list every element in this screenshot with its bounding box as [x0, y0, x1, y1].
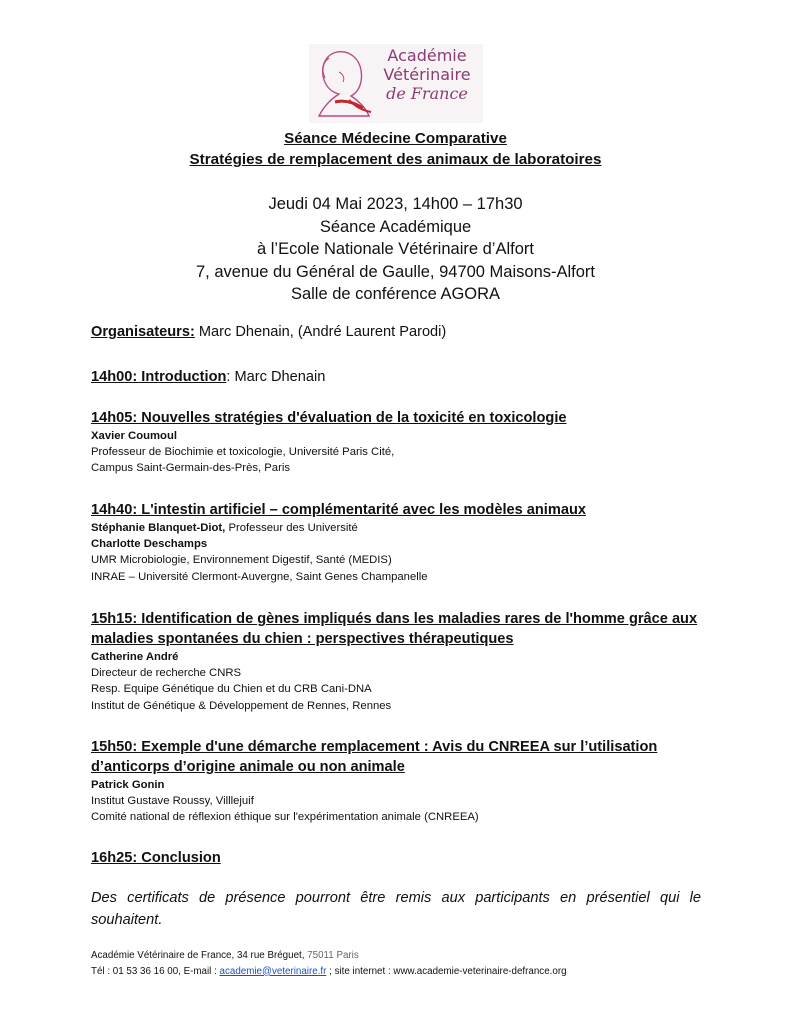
- talk-4-title-line2: d’anticorps d’origine animale ou non animale: [91, 759, 405, 775]
- talk-4-speaker: Patrick Gonin: [91, 779, 165, 791]
- talk-4: [91, 737, 701, 826]
- talk-1-affiliation-2: Campus Saint-Germain-des-Près, Paris: [91, 462, 291, 475]
- session-subtitle: Stratégies de remplacement des animaux de laboratoires: [189, 151, 602, 168]
- footer-website: ; site internet : www.academie-veterinaire-defrance.org: [326, 965, 567, 977]
- footer-email-link[interactable]: academie@veterinaire.fr: [219, 965, 327, 977]
- talk-4-affiliation-2: Comité national de réflexion éthique sur l'expérimentation animale (CNREEA): [91, 811, 479, 824]
- logo-line1: Académie: [387, 46, 467, 65]
- attendance-note: Des certificats de présence pourront être remis aux participants en présentiel qui le souhaitent.: [91, 890, 701, 928]
- venue-room: Salle de conférence AGORA: [290, 285, 501, 303]
- venue-place: à l’Ecole Nationale Vétérinaire d’Alfort: [257, 240, 534, 258]
- venue-block: [0, 193, 791, 306]
- organisers-value: Marc Dhenain, (André Laurent Parodi): [194, 324, 447, 340]
- intro-value: : Marc Dhenain: [226, 369, 326, 385]
- session-title: Séance Médecine Comparative: [284, 130, 507, 147]
- talk-2-title: 14h40: L'intestin artificiel – complémentarité avec les modèles animaux: [91, 502, 586, 518]
- talk-3-speaker: Catherine André: [91, 651, 179, 663]
- talk-4-title-line1: 15h50: Exemple d'une démarche remplacement : Avis du CNREEA sur l’utilisation: [91, 739, 658, 755]
- venue-date: Jeudi 04 Mai 2023, 14h00 – 17h30: [268, 195, 523, 213]
- talk-1-affiliation-1: Professeur de Biochimie et toxicologie, Université Paris Cité,: [91, 446, 395, 459]
- venue-type: Séance Académique: [319, 217, 472, 236]
- talk-2-affiliation-2: INRAE – Université Clermont-Auvergne, Saint Genes Champanelle: [91, 570, 428, 583]
- talk-1: [91, 408, 701, 477]
- talk-3-affiliation-1: Directeur de recherche CNRS: [91, 667, 242, 680]
- talk-1-title: 14h05: Nouvelles stratégies d'évaluation de la toxicité en toxicologie: [91, 410, 567, 426]
- talk-2-speaker-1-role: Professeur des Université: [225, 522, 358, 534]
- talk-2-affiliation-1: UMR Microbiologie, Environnement Digestif, Santé (MEDIS): [91, 554, 392, 567]
- organisers-label: Organisateurs:: [91, 324, 195, 340]
- logo-line3: de France: [386, 84, 468, 103]
- talk-2-speaker-1: Stéphanie Blanquet-Diot,: [91, 522, 226, 534]
- footer-phone: Tél : 01 53 36 16 00, E-mail :: [91, 965, 220, 977]
- footer-address: Académie Vétérinaire de France, 34 rue Bréguet,: [91, 950, 308, 961]
- talk-4-affiliation-1: Institut Gustave Roussy, Villlejuif: [91, 795, 254, 808]
- talk-3-title-line2: maladies spontanées du chien : perspectives thérapeutiques: [91, 631, 514, 647]
- talk-3-affiliation-3: Institut de Génétique & Développement de Rennes, Rennes: [91, 699, 392, 712]
- talk-2-speaker-2: Charlotte Deschamps: [91, 538, 208, 551]
- footer-city: 75011 Paris: [307, 950, 359, 961]
- footer: [91, 948, 567, 979]
- conclusion-title: 16h25: Conclusion: [91, 850, 221, 866]
- introduction: [91, 369, 325, 385]
- academy-logo: [309, 44, 483, 123]
- talk-1-speaker: Xavier Coumoul: [91, 430, 178, 442]
- talk-3-title-line1: 15h15: Identification de gènes impliqués dans les maladies rares de l'homme grâce aux: [91, 611, 698, 627]
- talk-2: [91, 500, 701, 585]
- talk-3: [91, 609, 701, 714]
- conclusion: [91, 848, 701, 868]
- organisers: [91, 324, 446, 340]
- venue-address: 7, avenue du Général de Gaulle, 94700 Maisons-Alfort: [196, 262, 595, 281]
- talk-3-affiliation-2: Resp. Equipe Génétique du Chien et du CRB Cani-DNA: [91, 683, 372, 696]
- logo-line2: Vétérinaire: [383, 65, 471, 84]
- intro-label: 14h00: Introduction: [91, 369, 227, 385]
